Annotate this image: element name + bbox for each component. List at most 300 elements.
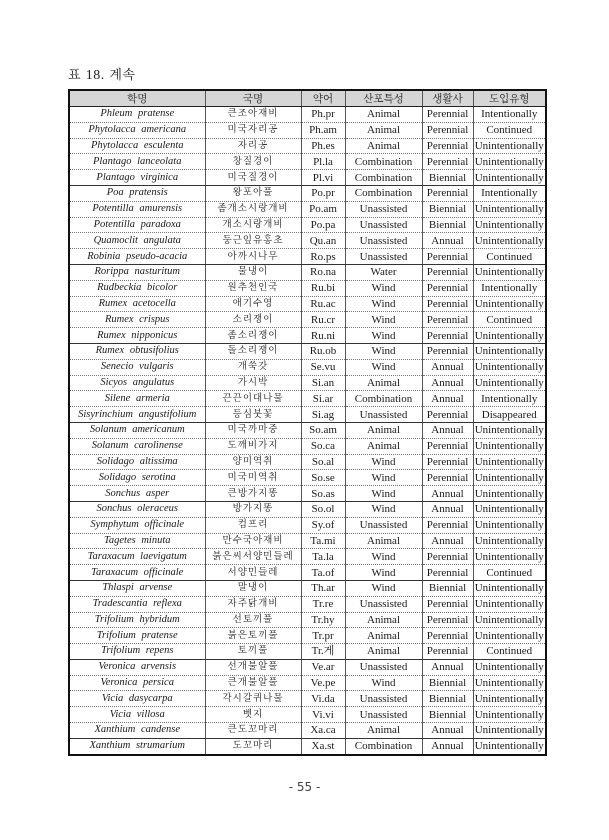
caption-suffix: 계속 xyxy=(109,68,136,83)
korean-name-cell: 등심붓꽃 xyxy=(205,407,301,423)
scientific-name-cell: Senecio vulgaris xyxy=(69,359,205,375)
table-row xyxy=(69,691,546,707)
scientific-name-cell: Symphytum officinale xyxy=(69,517,205,533)
dispersal-cell: Wind xyxy=(345,343,422,359)
table-row xyxy=(69,596,546,612)
korean-name-cell: 큰도꼬마리 xyxy=(205,723,301,739)
abbreviation-cell: Ru.ob xyxy=(301,343,345,359)
korean-name-cell: 원추천인국 xyxy=(205,280,301,296)
korean-name-cell: 좀소리쟁이 xyxy=(205,328,301,344)
life-cycle-cell: Perennial xyxy=(422,107,473,123)
korean-name-cell: 만수국아재비 xyxy=(205,533,301,549)
abbreviation-cell: Tr.hy xyxy=(301,612,345,628)
korean-name-cell: 소리쟁이 xyxy=(205,312,301,328)
life-cycle-cell: Perennial xyxy=(422,343,473,359)
life-cycle-cell: Perennial xyxy=(422,549,473,565)
introduction-type-cell: Unintentionally xyxy=(473,470,546,486)
table-row xyxy=(69,249,546,265)
introduction-type-cell: Unintentionally xyxy=(473,170,546,186)
table-row xyxy=(69,170,546,186)
life-cycle-cell: Perennial xyxy=(422,565,473,581)
table-row xyxy=(69,407,546,423)
dispersal-cell: Combination xyxy=(345,738,422,754)
dispersal-cell: Animal xyxy=(345,628,422,644)
introduction-type-cell: Unintentionally xyxy=(473,517,546,533)
scientific-name-cell: Trifolium repens xyxy=(69,644,205,660)
dispersal-cell: Animal xyxy=(345,438,422,454)
dispersal-cell: Wind xyxy=(345,580,422,596)
abbreviation-cell: Ro.ps xyxy=(301,249,345,265)
life-cycle-cell: Annual xyxy=(422,738,473,754)
abbreviation-cell: Pl.la xyxy=(301,154,345,170)
header-abbreviation: 약어 xyxy=(301,90,345,107)
dispersal-cell: Wind xyxy=(345,549,422,565)
korean-name-cell: 각시갈퀴나물 xyxy=(205,691,301,707)
dispersal-cell: Animal xyxy=(345,533,422,549)
korean-name-cell: 아까시나무 xyxy=(205,249,301,265)
introduction-type-cell: Unintentionally xyxy=(473,328,546,344)
introduction-type-cell: Unintentionally xyxy=(473,359,546,375)
scientific-name-cell: Phleum pratense xyxy=(69,107,205,123)
life-cycle-cell: Annual xyxy=(422,659,473,675)
scientific-name-cell: Potentilla amurensis xyxy=(69,201,205,217)
table-row xyxy=(69,628,546,644)
scientific-name-cell: Rudbeckia bicolor xyxy=(69,280,205,296)
dispersal-cell: Combination xyxy=(345,170,422,186)
table-row xyxy=(69,454,546,470)
introduction-type-cell: Intentionally xyxy=(473,107,546,123)
table-row xyxy=(69,201,546,217)
korean-name-cell: 미국자리공 xyxy=(205,122,301,138)
korean-name-cell: 서양민들레 xyxy=(205,565,301,581)
scientific-name-cell: Vicia villosa xyxy=(69,707,205,723)
scientific-name-cell: Sisyrinchium angustifolium xyxy=(69,407,205,423)
introduction-type-cell: Unintentionally xyxy=(473,612,546,628)
korean-name-cell: 둥근잎유홍초 xyxy=(205,233,301,249)
scientific-name-cell: Veronica persica xyxy=(69,675,205,691)
table-row xyxy=(69,517,546,533)
korean-name-cell: 자리공 xyxy=(205,138,301,154)
scientific-name-cell: Taraxacum officinale xyxy=(69,565,205,581)
korean-name-cell: 말냉이 xyxy=(205,580,301,596)
table-row xyxy=(69,264,546,280)
scientific-name-cell: Silene armeria xyxy=(69,391,205,407)
dispersal-cell: Combination xyxy=(345,185,422,201)
dispersal-cell: Animal xyxy=(345,375,422,391)
dispersal-cell: Wind xyxy=(345,280,422,296)
life-cycle-cell: Perennial xyxy=(422,454,473,470)
korean-name-cell: 붉은씨서양민들레 xyxy=(205,549,301,565)
introduction-type-cell: Unintentionally xyxy=(473,659,546,675)
korean-name-cell: 미국미역취 xyxy=(205,470,301,486)
header-korean-name: 국명 xyxy=(205,90,301,107)
life-cycle-cell: Perennial xyxy=(422,328,473,344)
introduction-type-cell: Continued xyxy=(473,249,546,265)
abbreviation-cell: Se.vu xyxy=(301,359,345,375)
dispersal-cell: Unassisted xyxy=(345,249,422,265)
dispersal-cell: Wind xyxy=(345,565,422,581)
korean-name-cell: 끈끈이대나물 xyxy=(205,391,301,407)
korean-name-cell: 미국까마중 xyxy=(205,422,301,438)
life-cycle-cell: Biennial xyxy=(422,170,473,186)
table-row xyxy=(69,328,546,344)
abbreviation-cell: Qu.an xyxy=(301,233,345,249)
abbreviation-cell: Si.ag xyxy=(301,407,345,423)
dispersal-cell: Wind xyxy=(345,501,422,517)
life-cycle-cell: Annual xyxy=(422,233,473,249)
dispersal-cell: Wind xyxy=(345,328,422,344)
dispersal-cell: Combination xyxy=(345,154,422,170)
dispersal-cell: Wind xyxy=(345,470,422,486)
dispersal-cell: Combination xyxy=(345,391,422,407)
life-cycle-cell: Perennial xyxy=(422,154,473,170)
dispersal-cell: Animal xyxy=(345,138,422,154)
dispersal-cell: Unassisted xyxy=(345,596,422,612)
species-table xyxy=(68,89,547,756)
korean-name-cell: 애기수영 xyxy=(205,296,301,312)
abbreviation-cell: Xa.ca xyxy=(301,723,345,739)
scientific-name-cell: Tradescantia reflexa xyxy=(69,596,205,612)
abbreviation-cell: Sy.of xyxy=(301,517,345,533)
korean-name-cell: 좀개소시랑개비 xyxy=(205,201,301,217)
table-row xyxy=(69,723,546,739)
table-row xyxy=(69,233,546,249)
scientific-name-cell: Rorippa nasturitum xyxy=(69,264,205,280)
korean-name-cell: 개소시랑개비 xyxy=(205,217,301,233)
dispersal-cell: Water xyxy=(345,264,422,280)
scientific-name-cell: Trifolium pratense xyxy=(69,628,205,644)
korean-name-cell: 자주닭개비 xyxy=(205,596,301,612)
life-cycle-cell: Perennial xyxy=(422,596,473,612)
korean-name-cell: 선개불알풀 xyxy=(205,659,301,675)
dispersal-cell: Wind xyxy=(345,486,422,502)
page-number: - 55 - xyxy=(288,780,321,794)
table-row xyxy=(69,675,546,691)
scientific-name-cell: Solanum americanum xyxy=(69,422,205,438)
abbreviation-cell: Tr.게 xyxy=(301,644,345,660)
life-cycle-cell: Perennial xyxy=(422,122,473,138)
korean-name-cell: 선토끼풀 xyxy=(205,612,301,628)
dispersal-cell: Animal xyxy=(345,644,422,660)
header-scientific-name: 학명 xyxy=(69,90,205,107)
dispersal-cell: Unassisted xyxy=(345,691,422,707)
life-cycle-cell: Biennial xyxy=(422,217,473,233)
dispersal-cell: Animal xyxy=(345,612,422,628)
scientific-name-cell: Solidago serotina xyxy=(69,470,205,486)
table-row xyxy=(69,343,546,359)
scientific-name-cell: Xanthium strumarium xyxy=(89,740,185,752)
table-row xyxy=(69,580,546,596)
abbreviation-cell: Tr.re xyxy=(301,596,345,612)
introduction-type-cell: Unintentionally xyxy=(473,422,546,438)
scientific-name-cell: Plantago lanceolata xyxy=(69,154,205,170)
introduction-type-cell: Unintentionally xyxy=(473,580,546,596)
abbreviation-cell: So.al xyxy=(301,454,345,470)
abbreviation-cell: Po.pa xyxy=(301,217,345,233)
table-row xyxy=(69,280,546,296)
korean-name-cell: 큰조아재비 xyxy=(205,107,301,123)
life-cycle-cell: Perennial xyxy=(422,312,473,328)
life-cycle-cell: Annual xyxy=(422,501,473,517)
korean-name-cell: 왕포아풀 xyxy=(205,185,301,201)
korean-name-cell: 큰방가지똥 xyxy=(205,486,301,502)
dispersal-cell: Wind xyxy=(345,359,422,375)
abbreviation-cell: Xa.st xyxy=(301,738,345,754)
introduction-type-cell: Unintentionally xyxy=(473,201,546,217)
table-row xyxy=(69,486,546,502)
table-row xyxy=(69,138,546,154)
introduction-type-cell: Unintentionally xyxy=(473,596,546,612)
table-row xyxy=(69,359,546,375)
table-row xyxy=(69,659,546,675)
table-row xyxy=(69,612,546,628)
scientific-name-cell: Rumex nipponicus xyxy=(69,328,205,344)
korean-name-cell: 가시박 xyxy=(205,375,301,391)
table-row xyxy=(69,470,546,486)
introduction-type-cell: Unintentionally xyxy=(473,549,546,565)
dispersal-cell: Unassisted xyxy=(345,233,422,249)
header-dispersal: 산포특성 xyxy=(345,90,422,107)
abbreviation-cell: Si.ar xyxy=(301,391,345,407)
abbreviation-cell: So.ca xyxy=(301,438,345,454)
introduction-type-cell: Unintentionally xyxy=(473,454,546,470)
scientific-name-cell: Robinia pseudo-acacia xyxy=(69,249,205,265)
introduction-type-cell: Intentionally xyxy=(473,280,546,296)
scientific-name-cell: Phytolacca esculenta xyxy=(69,138,205,154)
introduction-type-cell: Unintentionally xyxy=(473,628,546,644)
korean-name-cell: 창질경이 xyxy=(205,154,301,170)
abbreviation-cell: So.ol xyxy=(301,501,345,517)
dispersal-cell: Wind xyxy=(345,296,422,312)
life-cycle-cell: Perennial xyxy=(422,296,473,312)
abbreviation-cell: Ve.ar xyxy=(301,659,345,675)
abbreviation-cell: So.am xyxy=(301,422,345,438)
introduction-type-cell: Unintentionally xyxy=(473,154,546,170)
abbreviation-cell: Ro.na xyxy=(301,264,345,280)
table-row xyxy=(69,438,546,454)
life-cycle-cell: Annual xyxy=(422,391,473,407)
life-cycle-cell: Perennial xyxy=(422,264,473,280)
table-body xyxy=(69,107,546,755)
dispersal-cell: Animal xyxy=(345,122,422,138)
dispersal-cell: Unassisted xyxy=(345,201,422,217)
abbreviation-cell: Vi.vi xyxy=(301,707,345,723)
dispersal-cell: Animal xyxy=(345,422,422,438)
life-cycle-cell: Biennial xyxy=(422,707,473,723)
introduction-type-cell: Continued xyxy=(473,122,546,138)
korean-name-cell: 방가지똥 xyxy=(205,501,301,517)
life-cycle-cell: Perennial xyxy=(422,249,473,265)
table-row xyxy=(69,375,546,391)
introduction-type-cell: Unintentionally xyxy=(473,217,546,233)
introduction-type-cell: Unintentionally xyxy=(473,438,546,454)
introduction-type-cell: Unintentionally xyxy=(473,738,546,754)
table-header-row xyxy=(69,90,546,107)
scientific-name-cell: Poa pratensis xyxy=(69,185,205,201)
introduction-type-cell: Disappeared xyxy=(473,407,546,423)
life-cycle-cell: Annual xyxy=(422,359,473,375)
abbreviation-cell: Si.an xyxy=(301,375,345,391)
scientific-name-cell: Taraxacum laevigatum xyxy=(69,549,205,565)
life-cycle-cell: Annual xyxy=(422,533,473,549)
table-row xyxy=(69,644,546,660)
life-cycle-cell: Perennial xyxy=(422,280,473,296)
abbreviation-cell: Pl.vi xyxy=(301,170,345,186)
header-introduction-type: 도입유형 xyxy=(473,90,546,107)
life-cycle-cell: Perennial xyxy=(422,438,473,454)
dispersal-cell: Unassisted xyxy=(345,407,422,423)
abbreviation-cell: Tr.pr xyxy=(301,628,345,644)
introduction-type-cell: Unintentionally xyxy=(473,533,546,549)
dispersal-cell: Unassisted xyxy=(345,517,422,533)
korean-name-cell: 큰개불알풀 xyxy=(205,675,301,691)
korean-name-cell: 도꼬마리 xyxy=(205,738,301,754)
abbreviation-cell: So.as xyxy=(301,486,345,502)
abbreviation-cell: Ta.mi xyxy=(301,533,345,549)
table-caption xyxy=(68,64,135,84)
table-row xyxy=(69,738,546,754)
table-row xyxy=(69,422,546,438)
life-cycle-cell: Perennial xyxy=(422,185,473,201)
table-row xyxy=(69,533,546,549)
korean-name-cell: 도깨비가지 xyxy=(205,438,301,454)
scientific-name-cell: Veronica arvensis xyxy=(69,659,205,675)
scientific-name-cell: Rumex acetocella xyxy=(69,296,205,312)
introduction-type-cell: Unintentionally xyxy=(473,343,546,359)
caption-number: 18. xyxy=(85,68,105,83)
dispersal-cell: Unassisted xyxy=(345,217,422,233)
korean-name-cell: 벳지 xyxy=(205,707,301,723)
table-row xyxy=(69,501,546,517)
scientific-name-cell: Plantago virginica xyxy=(69,170,205,186)
introduction-type-cell: Unintentionally xyxy=(473,296,546,312)
dispersal-cell: Wind xyxy=(345,454,422,470)
abbreviation-cell: Ph.am xyxy=(301,122,345,138)
korean-name-cell: 컴프리 xyxy=(205,517,301,533)
table-row xyxy=(69,217,546,233)
life-cycle-cell: Perennial xyxy=(422,407,473,423)
dispersal-cell: Wind xyxy=(345,312,422,328)
abbreviation-cell: Ru.ac xyxy=(301,296,345,312)
scientific-name-cell: Xanthium candense xyxy=(69,723,205,739)
korean-name-cell: 물냉이 xyxy=(205,264,301,280)
table-row xyxy=(69,391,546,407)
introduction-type-cell: Intentionally xyxy=(473,391,546,407)
scientific-name-cell: Rumex crispus xyxy=(69,312,205,328)
life-cycle-cell: Biennial xyxy=(422,691,473,707)
abbreviation-cell: Po.am xyxy=(301,201,345,217)
korean-name-cell: 미국질경이 xyxy=(205,170,301,186)
abbreviation-cell: Ta.of xyxy=(301,565,345,581)
scientific-name-cell: Quamoclit angulata xyxy=(69,233,205,249)
introduction-type-cell: Unintentionally xyxy=(473,501,546,517)
korean-name-cell: 돌소리쟁이 xyxy=(205,343,301,359)
korean-name-cell: 붉은토끼풀 xyxy=(205,628,301,644)
life-cycle-cell: Annual xyxy=(422,422,473,438)
abbreviation-cell: Ve.pe xyxy=(301,675,345,691)
table-row xyxy=(69,185,546,201)
introduction-type-cell: Continued xyxy=(473,565,546,581)
abbreviation-cell: Ru.ni xyxy=(301,328,345,344)
scientific-name-cell: Sonchus asper xyxy=(69,486,205,502)
life-cycle-cell: Perennial xyxy=(422,644,473,660)
caption-prefix: 표 xyxy=(68,68,82,83)
dispersal-cell: Unassisted xyxy=(345,707,422,723)
introduction-type-cell: Unintentionally xyxy=(473,675,546,691)
introduction-type-cell: Continued xyxy=(473,644,546,660)
header-life-cycle: 생활사 xyxy=(422,90,473,107)
introduction-type-cell: Intentionally xyxy=(473,185,546,201)
korean-name-cell: 개쑥갓 xyxy=(205,359,301,375)
table-row xyxy=(69,122,546,138)
life-cycle-cell: Perennial xyxy=(422,628,473,644)
dispersal-cell: Wind xyxy=(345,675,422,691)
dispersal-cell: Animal xyxy=(345,723,422,739)
life-cycle-cell: Perennial xyxy=(422,138,473,154)
introduction-type-cell: Continued xyxy=(473,312,546,328)
introduction-type-cell: Unintentionally xyxy=(473,264,546,280)
abbreviation-cell: Th.ar xyxy=(301,580,345,596)
scientific-name-cell: Sicyos angulatus xyxy=(69,375,205,391)
life-cycle-cell: Perennial xyxy=(422,470,473,486)
introduction-type-cell: Unintentionally xyxy=(473,138,546,154)
table-row xyxy=(69,549,546,565)
scientific-name-cell: Sonchus oleraceus xyxy=(69,501,205,517)
table-row xyxy=(69,565,546,581)
abbreviation-cell: Ph.es xyxy=(301,138,345,154)
abbreviation-cell: So.se xyxy=(301,470,345,486)
life-cycle-cell: Biennial xyxy=(422,201,473,217)
abbreviation-cell: Ta.la xyxy=(301,549,345,565)
abbreviation-cell: Ru.bi xyxy=(301,280,345,296)
life-cycle-cell: Perennial xyxy=(422,517,473,533)
scientific-name-cell: Thlaspi arvense xyxy=(69,580,205,596)
korean-name-cell: 양미역취 xyxy=(205,454,301,470)
table-row xyxy=(69,707,546,723)
life-cycle-cell: Biennial xyxy=(422,580,473,596)
introduction-type-cell: Unintentionally xyxy=(473,375,546,391)
scientific-name-cell: Solidago altissima xyxy=(69,454,205,470)
life-cycle-cell: Biennial xyxy=(422,675,473,691)
abbreviation-cell: Ru.cr xyxy=(301,312,345,328)
scientific-name-cell: Potentilla paradoxa xyxy=(69,217,205,233)
dispersal-cell: Unassisted xyxy=(345,659,422,675)
introduction-type-cell: Unintentionally xyxy=(473,691,546,707)
table-row xyxy=(69,107,546,123)
introduction-type-cell: Unintentionally xyxy=(473,707,546,723)
life-cycle-cell: Annual xyxy=(422,375,473,391)
life-cycle-cell: Perennial xyxy=(422,612,473,628)
scientific-name-cell: Tagetes minuta xyxy=(69,533,205,549)
abbreviation-cell: Po.pr xyxy=(301,185,345,201)
scientific-name-cell: Rumex obtusifolius xyxy=(69,343,205,359)
table-row xyxy=(69,154,546,170)
life-cycle-cell: Annual xyxy=(422,723,473,739)
korean-name-cell: 토끼풀 xyxy=(205,644,301,660)
scientific-name-cell: Phytolacca americana xyxy=(69,122,205,138)
scientific-name-cell: Vicia dasycarpa xyxy=(69,691,205,707)
introduction-type-cell: Unintentionally xyxy=(473,486,546,502)
introduction-type-cell: Unintentionally xyxy=(473,233,546,249)
abbreviation-cell: Ph.pr xyxy=(301,107,345,123)
table-row xyxy=(69,296,546,312)
scientific-name-cell: Solanum carolinense xyxy=(69,438,205,454)
table-row xyxy=(69,312,546,328)
dispersal-cell: Animal xyxy=(345,107,422,123)
abbreviation-cell: Vi.da xyxy=(301,691,345,707)
life-cycle-cell: Annual xyxy=(422,486,473,502)
introduction-type-cell: Unintentionally xyxy=(473,723,546,739)
